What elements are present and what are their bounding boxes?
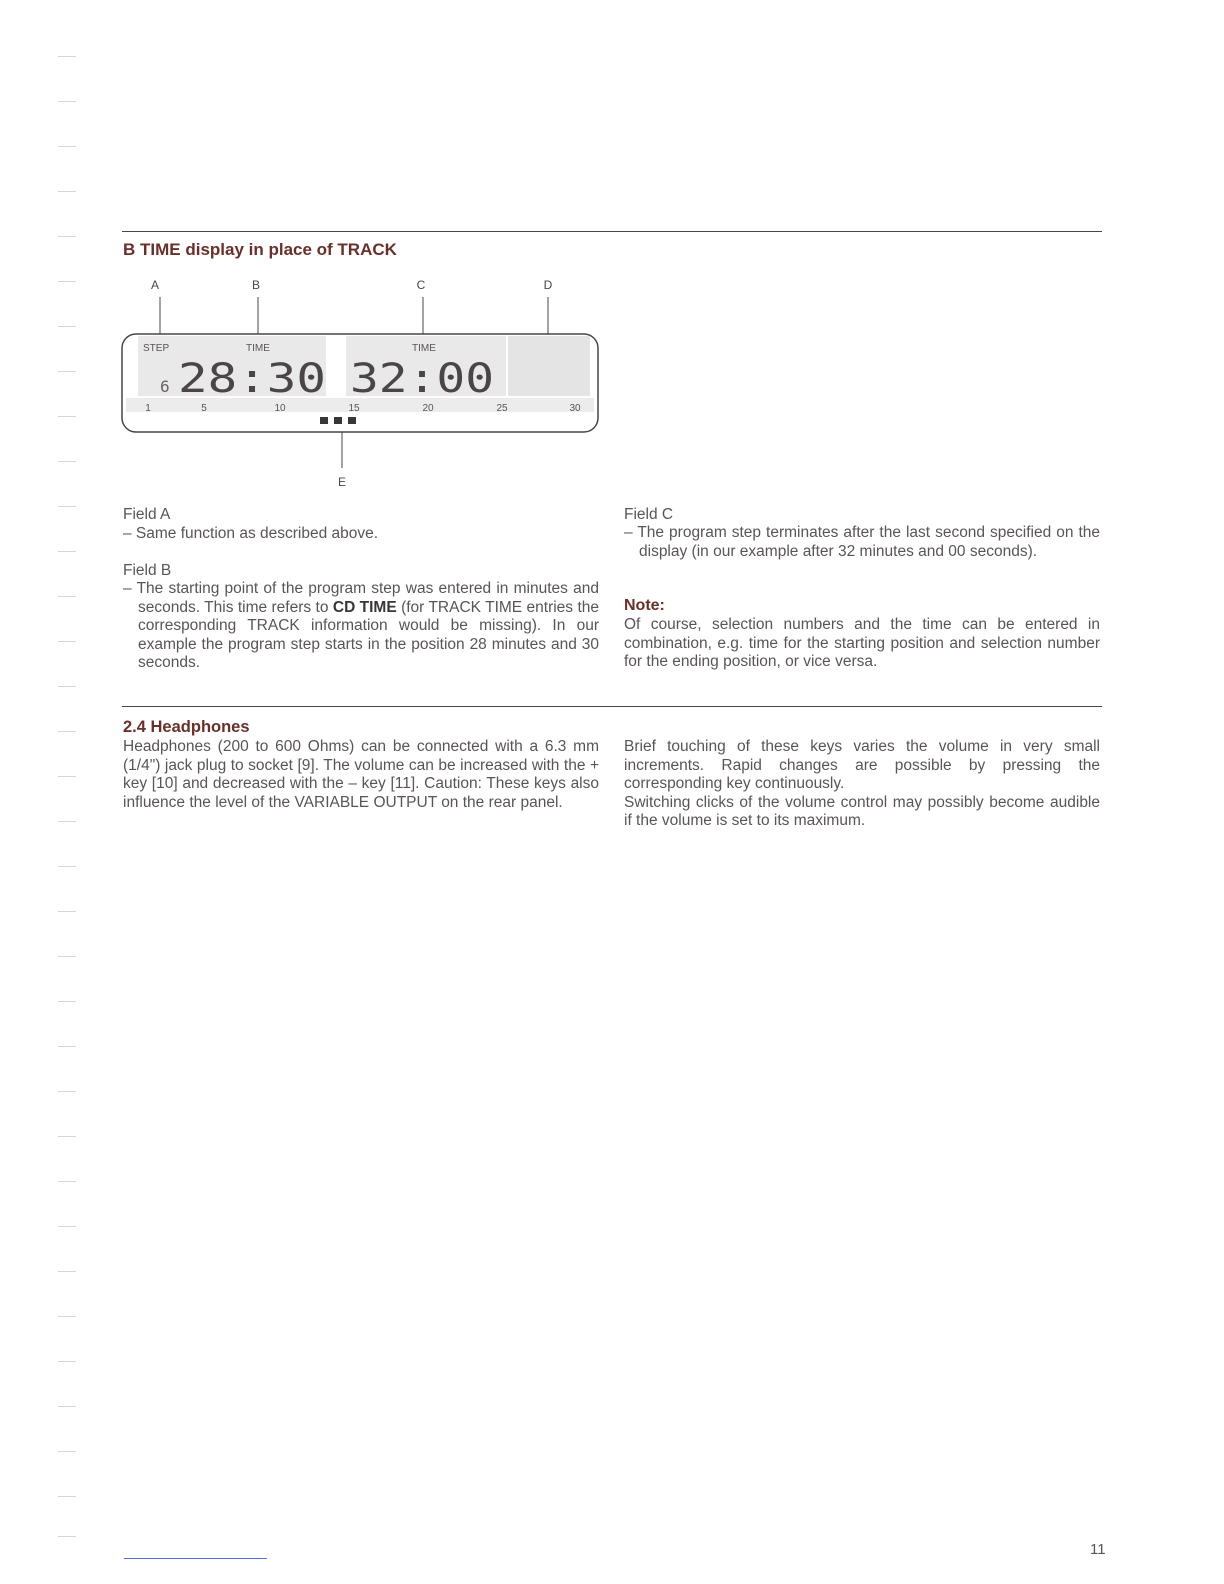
time-label-1: TIME xyxy=(246,343,270,354)
headphones-right-body-2: Switching clicks of the volume control may possibly become audible if the volume is set to its maximum. xyxy=(624,793,1100,829)
field-b-emphasis: CD TIME xyxy=(332,598,397,616)
scale-5: 5 xyxy=(201,403,207,414)
callout-c: C xyxy=(416,278,426,292)
top-divider xyxy=(122,231,1102,232)
scale-20: 20 xyxy=(422,403,434,414)
headphones-left-text xyxy=(123,738,599,812)
page-number: 11 xyxy=(1090,1541,1106,1558)
bottom-rule xyxy=(124,1558,267,1559)
display-diagram xyxy=(118,272,608,494)
note-body: Of course, selection numbers and the time can be entered in combination, e.g. time for the starting position and selection number for the ending position, or vice versa. xyxy=(624,616,1100,670)
headphones-heading: 2.4 Headphones xyxy=(123,718,250,736)
note-text xyxy=(624,616,1100,672)
field-a-description: – Same function as described above. xyxy=(123,525,379,542)
scale-10: 10 xyxy=(274,403,286,414)
field-c-text xyxy=(624,524,1100,561)
callout-d: D xyxy=(543,278,553,292)
headphones-left-body: Headphones (200 to 600 Ohms) can be connected with a 6.3 mm (1/4") jack plug to socket [9]. The volume can be increased with the + key [10] and decreased with the – key [11]. Caution: These keys also influence the level of the VARIABLE OUTPUT on the rear panel. xyxy=(123,738,599,811)
field-b-text-before: – The starting point of the program step was entered in minutes and seconds. This time refers to xyxy=(123,580,599,616)
scale-15: 15 xyxy=(348,403,360,414)
callout-a: A xyxy=(150,278,160,292)
step-digit: 6 xyxy=(160,377,170,396)
field-b-text xyxy=(123,580,599,673)
scale-25: 25 xyxy=(496,403,508,414)
indicator-square xyxy=(348,417,356,424)
step-label: STEP xyxy=(143,343,170,354)
middle-divider xyxy=(122,706,1102,707)
section-heading: B TIME display in place of TRACK xyxy=(123,240,397,259)
field-c-description: – The program step terminates after the last second specified on the display (in our example after 32 minutes and 00 seconds). xyxy=(624,524,1100,560)
headphones-right-body-1: Brief touching of these keys varies the volume in very small increments. Rapid changes are possible by pressing the corresponding key continuously. xyxy=(624,738,1100,792)
callout-e: E xyxy=(337,475,347,489)
field-b-label: Field B xyxy=(123,562,172,579)
note-heading: Note: xyxy=(624,597,665,614)
indicator-square xyxy=(334,417,342,424)
time-readout-end: 32:00 xyxy=(350,356,494,402)
field-b-text-after: (for TRACK TIME entries the corresponding TRACK information would be missing). In our example the program step starts in the position 28 minutes and 30 seconds. xyxy=(138,598,599,671)
field-c-label: Field C xyxy=(624,506,674,523)
time-label-2: TIME xyxy=(412,343,436,354)
headphones-right-text xyxy=(624,738,1100,831)
field-a-label: Field A xyxy=(123,506,171,523)
scale-1: 1 xyxy=(145,403,151,414)
scale-30: 30 xyxy=(569,403,581,414)
field-a-text xyxy=(123,525,599,544)
callout-b: B xyxy=(251,278,261,292)
indicator-square xyxy=(320,417,328,424)
time-readout-start: 28:30 xyxy=(178,356,326,402)
margin-tick-marks xyxy=(58,0,78,1584)
